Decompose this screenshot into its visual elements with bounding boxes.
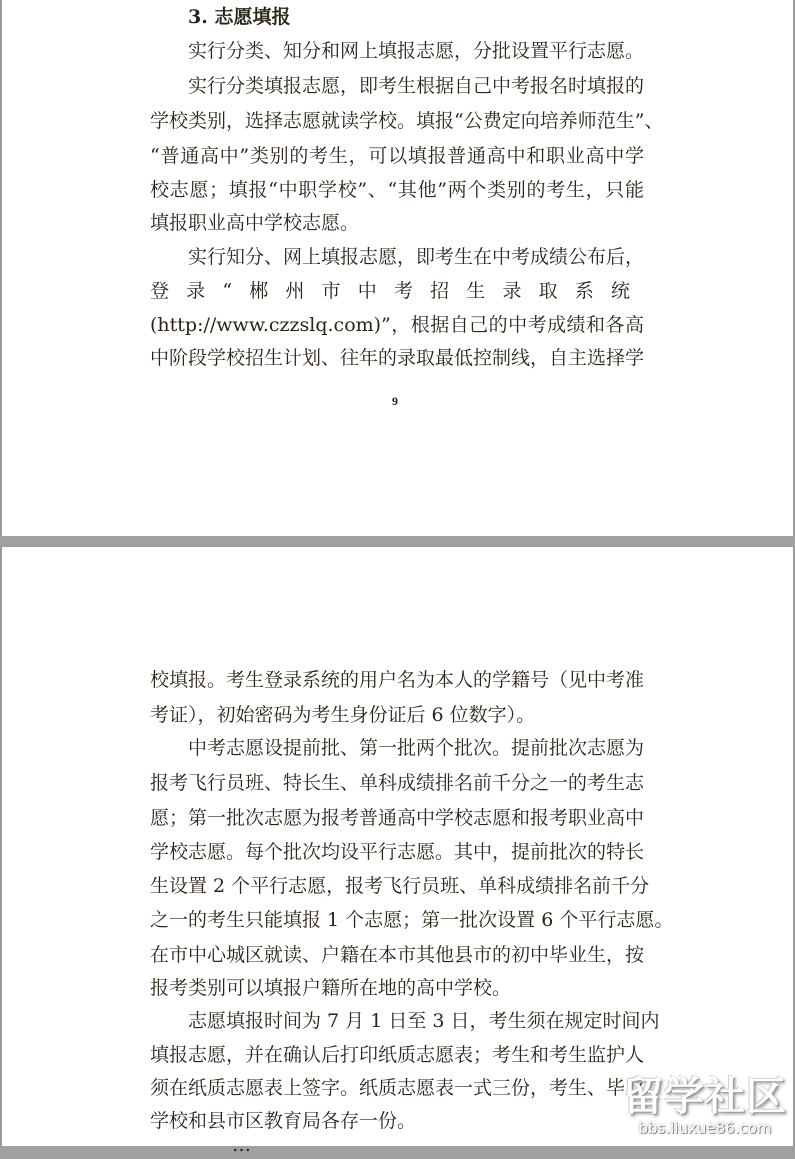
paragraph-line: 报考飞行员班、特长生、单科成绩排名前千分之一的考生志 xyxy=(150,772,645,794)
paragraph-line: 之一的考生只能填报 1 个志愿；第一批次设置 6 个平行志愿。 xyxy=(150,909,674,931)
paragraph-line: 中考志愿设提前批、第一批两个批次。提前批次志愿为 xyxy=(188,737,645,759)
paragraph-line: 校志愿；填报“中职学校”、“其他”两个类别的考生，只能 xyxy=(150,179,644,201)
paragraph-line: 中阶段学校招生计划、往年的录取最低控制线，自主选择学 xyxy=(150,347,645,369)
paragraph-line: 登录“郴州市中考招生录取系统 xyxy=(150,280,644,302)
document-page-9 xyxy=(0,0,795,536)
paragraph-line: 志愿填报时间为 7 月 1 日至 3 日，考生须在规定时间内 xyxy=(188,1010,660,1032)
paragraph-line: 在市中心城区就读、户籍在本市其他县市的初中毕业生，按 xyxy=(150,944,645,966)
watermark-logo-text: 留学社区 xyxy=(623,1074,787,1120)
document-page-10 xyxy=(0,547,795,1156)
paragraph-line: “普通高中”类别的考生，可以填报普通高中和职业高中学 xyxy=(150,145,644,167)
page-number: 9 xyxy=(392,394,398,408)
paragraph-line: 考证），初始密码为考生身份证后 6 位数字）。 xyxy=(150,704,536,726)
paragraph-line: 学校和县市区教育局各存一份。 xyxy=(150,1110,417,1132)
paragraph-line: 实行分类填报志愿，即考生根据自己中考报名时填报的 xyxy=(188,75,645,97)
paragraph-line: 填报职业高中学校志愿。 xyxy=(150,212,360,234)
paragraph-line: 报考类别可以填报户籍所在地的高中学校。 xyxy=(150,977,512,999)
paragraph-line: 实行分类、知分和网上填报志愿，分批设置平行志愿。 xyxy=(188,40,645,62)
paragraph-line: 填报志愿，并在确认后打印纸质志愿表；考生和考生监护人 xyxy=(150,1044,645,1066)
paragraph-line: 学校志愿。每个批次均设平行志愿。其中，提前批次的特长 xyxy=(150,841,645,863)
section-heading: 3. 志愿填报 xyxy=(188,6,291,28)
paragraph-line: 生设置 2 个平行志愿，报考飞行员班、单科成绩排名前千分 xyxy=(150,875,650,897)
paragraph-line-cutoff: … xyxy=(232,1134,251,1156)
paragraph-line: 学校类别，选择志愿就读学校。填报“公费定向培养师范生”、 xyxy=(150,110,664,132)
paragraph-line: 校填报。考生登录系统的用户名为本人的学籍号（见中考准 xyxy=(150,669,645,691)
paragraph-line: 愿；第一批次志愿为报考普通高中学校志愿和报考职业高中 xyxy=(150,807,645,829)
paragraph-line: 须在纸质志愿表上签字。纸质志愿表一式三份，考生、毕业 xyxy=(150,1077,645,1099)
paragraph-line: 实行知分、网上填报志愿，即考生在中考成绩公布后， xyxy=(188,246,645,268)
paragraph-line: (http://www.czzslq.com)”，根据自己的中考成绩和各高 xyxy=(150,314,644,336)
watermark-url: bbs.liuxue86.com xyxy=(638,1119,772,1137)
